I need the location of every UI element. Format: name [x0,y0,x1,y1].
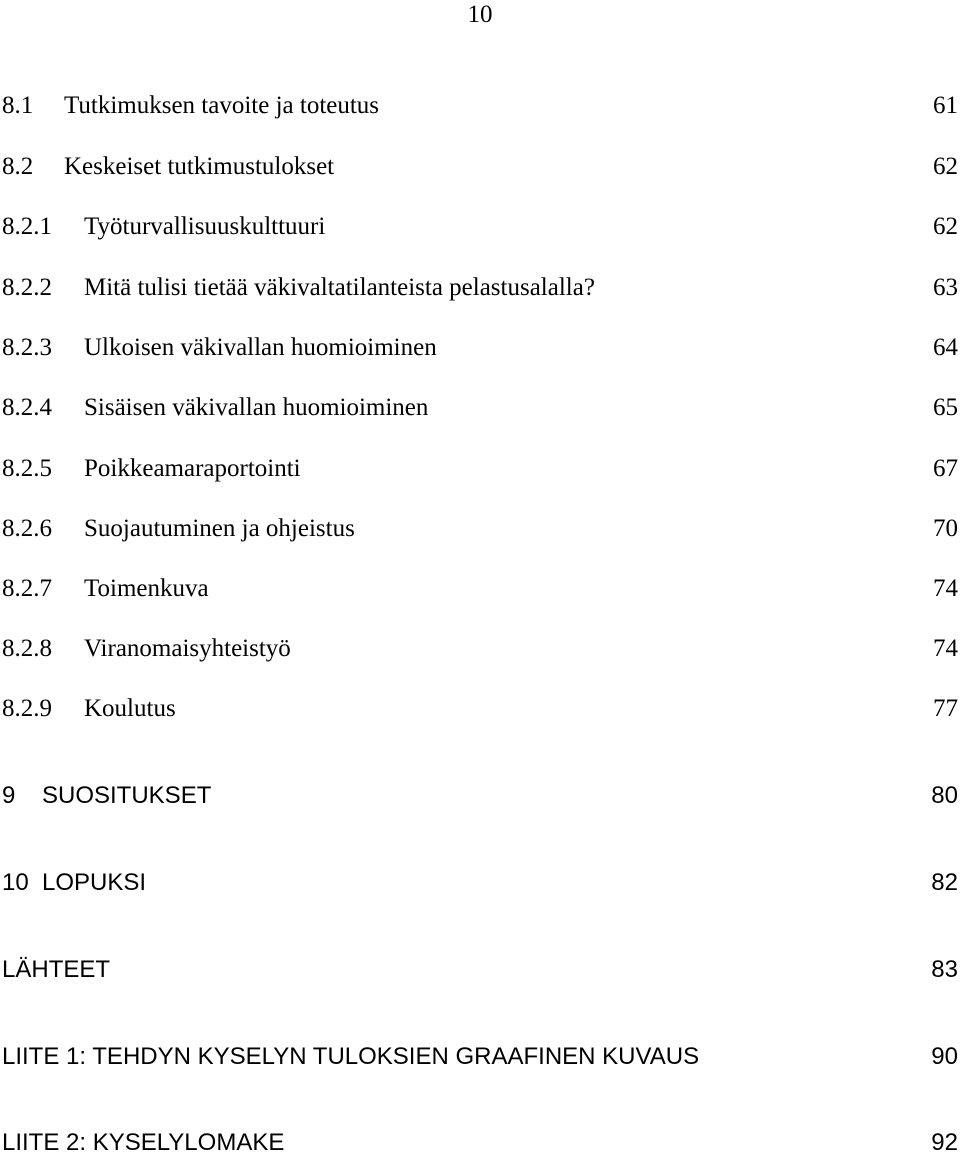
toc-entry-title: LIITE 1: TEHDYN KYSELYN TULOKSIEN GRAAFINEN KUVAUS [2,1043,700,1070]
toc-entry-page: 80 [931,782,958,809]
toc-entry-number: 8.2.5 [2,455,52,482]
toc-entry[interactable] [0,634,960,664]
toc-entry-number: 8.2.2 [2,274,52,301]
toc-entry[interactable] [0,393,960,423]
toc-entry-title: LÄHTEET [2,956,111,983]
toc-entry-number: 8.2.9 [2,695,52,722]
toc-entry-title: Ulkoisen väkivallan huomioiminen [84,334,437,361]
toc-entry-number: 9 [2,782,16,809]
toc-entry-page: 65 [933,394,958,421]
toc-entry-page: 64 [933,334,958,361]
toc-entry-number: 8.2.7 [2,575,52,602]
toc-entry-page: 63 [933,274,958,301]
toc-entry[interactable] [0,574,960,604]
toc-entry-page: 74 [933,575,958,602]
toc-entry-number: 8.2.1 [2,213,52,240]
toc-entry[interactable] [0,212,960,242]
toc-entry-title: Suojautuminen ja ohjeistus [84,515,355,542]
toc-entry-page: 61 [933,92,958,119]
toc-entry[interactable] [0,152,960,182]
toc-entry-page: 77 [933,695,958,722]
toc-entry-title: Tutkimuksen tavoite ja toteutus [64,92,380,119]
toc-entry-title: LOPUKSI [42,869,147,896]
toc-entry-title: Koulutus [84,695,176,722]
toc-entry-number: 8.2.3 [2,334,52,361]
toc-entry-page: 83 [931,956,958,983]
toc-entry-title: Toimenkuva [84,575,209,602]
toc-entry-title: Mitä tulisi tietää väkivaltatilanteista pelastusalalla? [84,274,595,301]
toc-entry-title: Viranomaisyhteistyö [84,635,291,662]
toc-entry-page: 62 [933,213,958,240]
toc-entry-number: 8.2.6 [2,515,52,542]
toc-entry-title: Työturvallisuuskulttuuri [84,213,326,240]
toc-entry-title: Keskeiset tutkimustulokset [64,153,335,180]
toc-entry[interactable] [0,955,960,985]
toc-entry[interactable] [0,273,960,303]
toc-entry[interactable] [0,333,960,363]
toc-entry-title: Sisäisen väkivallan huomioiminen [84,394,429,421]
toc-entry-number: 8.1 [2,92,34,119]
toc-entry[interactable] [0,694,960,724]
toc-entry-page: 90 [931,1043,958,1070]
toc-entry-title: SUOSITUKSET [42,782,212,809]
toc-entry-number: 8.2 [2,153,34,180]
toc-entry-page: 70 [933,515,958,542]
toc-entry[interactable] [0,1042,960,1072]
toc-entry[interactable] [0,1128,960,1158]
toc-entry[interactable] [0,781,960,811]
toc-entry-page: 62 [933,153,958,180]
toc-entry-title: LIITE 2: KYSELYLOMAKE [2,1129,285,1156]
toc-entry-page: 82 [931,869,958,896]
toc-entry-number: 8.2.4 [2,394,52,421]
toc-entry-page: 74 [933,635,958,662]
toc-entry[interactable] [0,868,960,898]
toc-entry[interactable] [0,514,960,544]
toc-entry-page: 92 [931,1129,958,1156]
toc-entry-number: 10 [2,869,29,896]
toc-entry[interactable] [0,91,960,121]
page-number: 10 [467,1,493,28]
toc-entry[interactable] [0,454,960,484]
toc-entry-title: Poikkeamaraportointi [84,455,301,482]
toc-entry-page: 67 [933,455,958,482]
toc-entry-number: 8.2.8 [2,635,52,662]
